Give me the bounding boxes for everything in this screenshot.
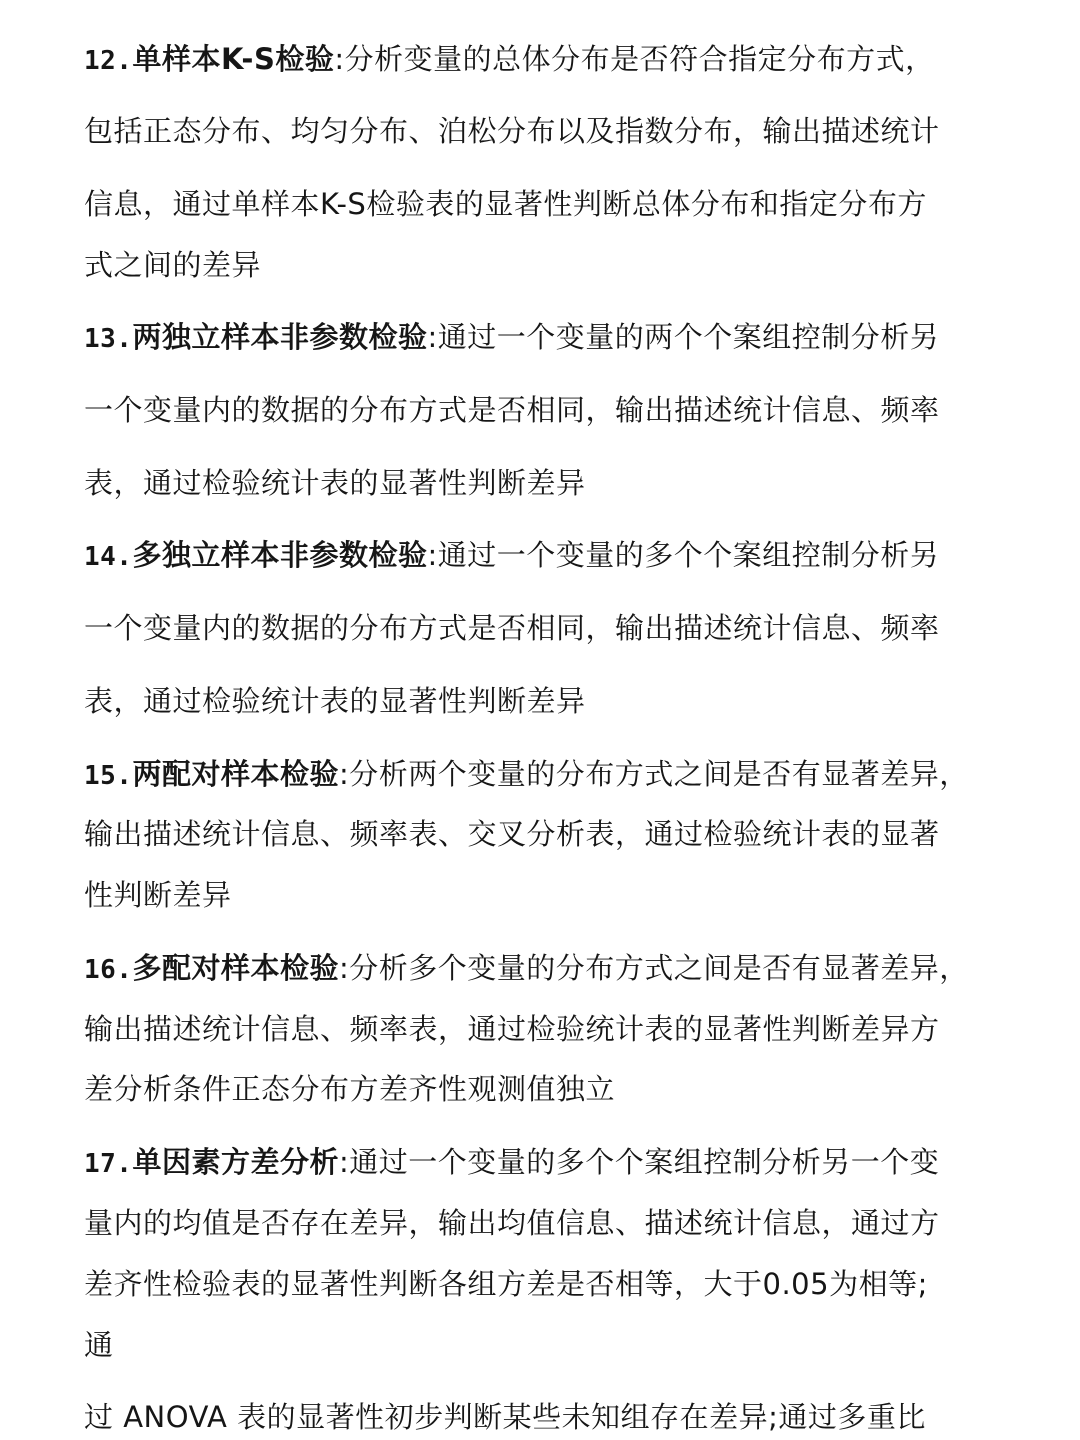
item-text: :分析多个变量的分布方式之间是否有显著差异，	[338, 951, 969, 985]
item-term: 多独立样本非参数检验	[132, 538, 428, 572]
item-term: 多配对样本检验	[132, 951, 339, 985]
item-13-line-3: 表，通过检验统计表的显著性判断差异	[84, 466, 586, 500]
item-16-line-1	[84, 950, 969, 988]
item-12-line-3: 信息，通过单样本K-S检验表的显著性判断总体分布和指定分布方	[84, 187, 927, 221]
item-text: :通过一个变量的多个个案组控制分析另一个变	[338, 1145, 940, 1179]
item-number: 16.	[84, 955, 133, 985]
item-term: 单样本K-S检验	[132, 42, 335, 76]
item-text: :通过一个变量的两个个案组控制分析另	[427, 320, 940, 354]
item-number: 13.	[84, 324, 133, 354]
item-term: 两配对样本检验	[132, 757, 339, 791]
item-number: 17.	[84, 1149, 133, 1179]
item-13-line-1	[84, 319, 939, 357]
item-15-line-1	[84, 756, 969, 794]
item-text: :分析两个变量的分布方式之间是否有显著差异，	[338, 757, 969, 791]
item-17-line-4: 通	[84, 1328, 114, 1362]
item-12-line-4: 式之间的差异	[84, 248, 262, 282]
item-14-line-3: 表，通过检验统计表的显著性判断差异	[84, 684, 586, 718]
item-14-line-2: 一个变量内的数据的分布方式是否相同，输出描述统计信息、频率	[84, 611, 940, 645]
item-term: 两独立样本非参数检验	[132, 320, 428, 354]
item-13-line-2: 一个变量内的数据的分布方式是否相同，输出描述统计信息、频率	[84, 393, 940, 427]
item-15-line-3: 性判断差异	[84, 878, 232, 912]
item-text: :分析变量的总体分布是否符合指定分布方式，	[334, 42, 935, 76]
item-17-line-5: 过 ANOVA 表的显著性初步判断某些未知组存在差异;通过多重比	[84, 1400, 926, 1434]
item-17-line-3: 差齐性检验表的显著性判断各组方差是否相等，大于0.05为相等;	[84, 1267, 928, 1301]
item-15-line-2: 输出描述统计信息、频率表、交叉分析表，通过检验统计表的显著	[84, 817, 940, 851]
item-17-line-2: 量内的均值是否存在差异，输出均值信息、描述统计信息，通过方	[84, 1206, 940, 1240]
item-14-line-1	[84, 537, 939, 575]
item-term: 单因素方差分析	[132, 1145, 339, 1179]
item-17-line-1	[84, 1144, 939, 1182]
item-number: 12.	[84, 46, 133, 76]
item-text: :通过一个变量的多个个案组控制分析另	[427, 538, 940, 572]
item-16-line-2: 输出描述统计信息、频率表，通过检验统计表的显著性判断差异方	[84, 1012, 940, 1046]
item-number: 14.	[84, 542, 133, 572]
item-16-line-3: 差分析条件正态分布方差齐性观测值独立	[84, 1072, 616, 1106]
item-number: 15.	[84, 761, 133, 791]
item-12-line-2: 包括正态分布、均匀分布、泊松分布以及指数分布，输出描述统计	[84, 114, 940, 148]
item-12-line-1	[84, 41, 935, 79]
